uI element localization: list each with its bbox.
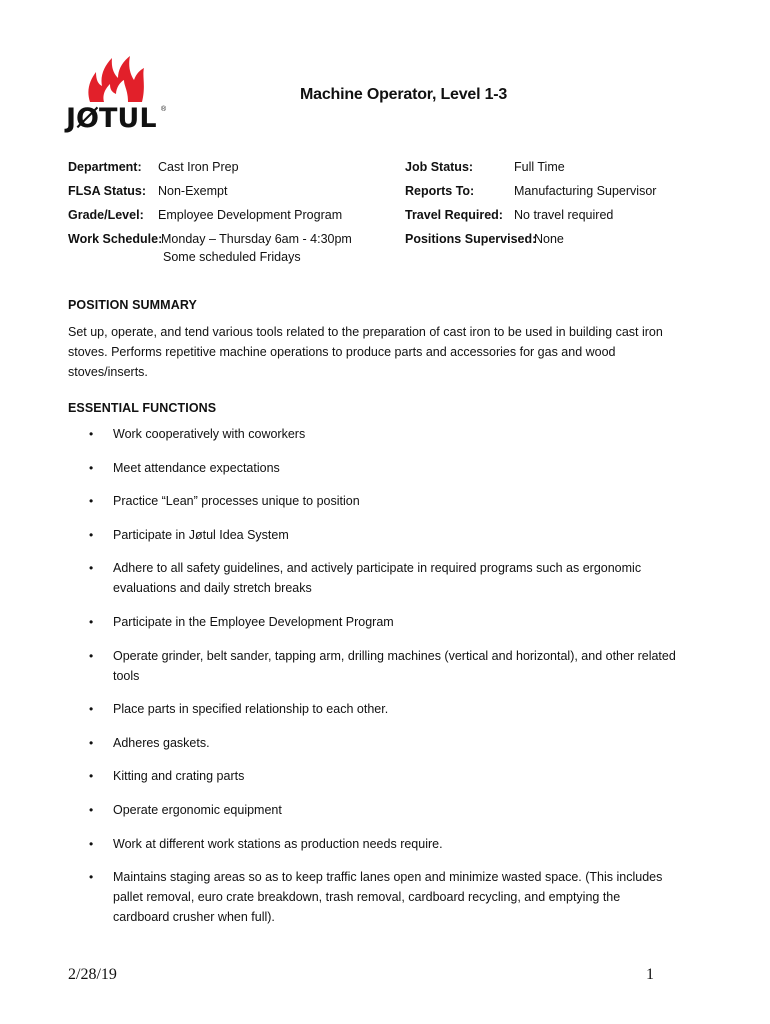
schedule-value-2: Some scheduled Fridays [163,250,301,264]
function-text: Place parts in specified relationship to each other. [113,702,389,717]
department-value: Cast Iron Prep [158,160,239,174]
jotul-logo [66,54,170,134]
functions-heading: ESSENTIAL FUNCTIONS [68,401,217,415]
summary-text: Set up, operate, and tend various tools related to the preparation of cast iron to be used in building cast iron stoves. Performs repetitive machine operations to produce parts and accessories for gas and wood stoves/inserts. [68,325,663,379]
function-item [68,867,678,927]
page-number: 1 [646,966,654,983]
flsa-value: Non-Exempt [158,184,228,198]
bullet-icon: • [89,836,94,851]
supervised-label: Positions Supervised: [405,232,537,246]
bullet-icon: • [89,735,94,750]
function-text: Adheres gaskets. [113,735,210,750]
grade-label: Grade/Level: [68,208,144,222]
function-item [68,733,678,753]
function-item [68,424,678,444]
department-label: Department: [68,160,142,174]
function-item [68,525,678,545]
flame-icon [84,54,148,104]
function-item [68,800,678,820]
function-text: Meet attendance expectations [113,460,280,475]
bullet-icon: • [89,702,94,717]
summary-heading: POSITION SUMMARY [68,298,197,312]
bullet-icon: • [89,561,94,576]
bullet-icon: • [89,802,94,817]
function-item [68,558,678,598]
function-text: Participate in Jøtul Idea System [113,527,289,542]
function-text: Work at different work stations as production needs require. [113,836,443,851]
travel-label: Travel Required: [405,208,503,222]
flsa-label: FLSA Status: [68,184,147,198]
logo-wordmark: JØTUL [66,103,157,134]
function-item [68,699,678,719]
bullet-icon: • [89,527,94,542]
bullet-icon: • [89,769,94,784]
function-item [68,458,678,478]
functions-list [68,424,678,941]
supervised-value: None [534,232,564,246]
bullet-icon: • [89,870,94,885]
bullet-icon: • [89,614,94,629]
function-text: Maintains staging areas so as to keep traffic lanes open and minimize wasted space. (This includes pallet removal, euro crate breakdown, trash removal, cardboard recycling, and emptying the cardboard crusher when full). [113,870,663,925]
footer-date: 2/28/19 [68,966,117,983]
function-text: Participate in the Employee Development Program [113,614,394,629]
bullet-icon: • [89,494,94,509]
function-text: Operate ergonomic equipment [113,802,282,817]
info-right [405,155,705,255]
reports-to-label: Reports To: [405,184,475,198]
schedule-label: Work Schedule: [68,232,163,246]
function-item [68,646,678,686]
bullet-icon: • [89,460,94,475]
grade-value: Employee Development Program [158,208,343,222]
function-item [68,612,678,632]
function-text: Operate grinder, belt sander, tapping arm, drilling machines (vertical and horizontal), and other related tools [113,648,676,683]
info-left [68,155,388,275]
reports-to-value: Manufacturing Supervisor [514,184,657,198]
function-text: Kitting and crating parts [113,769,245,784]
function-item [68,491,678,511]
travel-value: No travel required [514,208,614,222]
registered-mark: ® [161,106,167,113]
function-item [68,766,678,786]
page-title: Machine Operator, Level 1-3 [300,86,508,103]
function-text: Adhere to all safety guidelines, and actively participate in required programs such as ergonomic evaluations and daily stretch breaks [113,561,642,596]
bullet-icon: • [89,648,94,663]
function-item [68,834,678,854]
job-status-label: Job Status: [405,160,474,174]
job-status-value: Full Time [514,160,565,174]
function-text: Work cooperatively with coworkers [113,427,306,441]
bullet-icon: • [89,427,94,441]
schedule-value: Monday – Thursday 6am - 4:30pm [161,232,352,246]
function-text: Practice “Lean” processes unique to position [113,494,360,509]
